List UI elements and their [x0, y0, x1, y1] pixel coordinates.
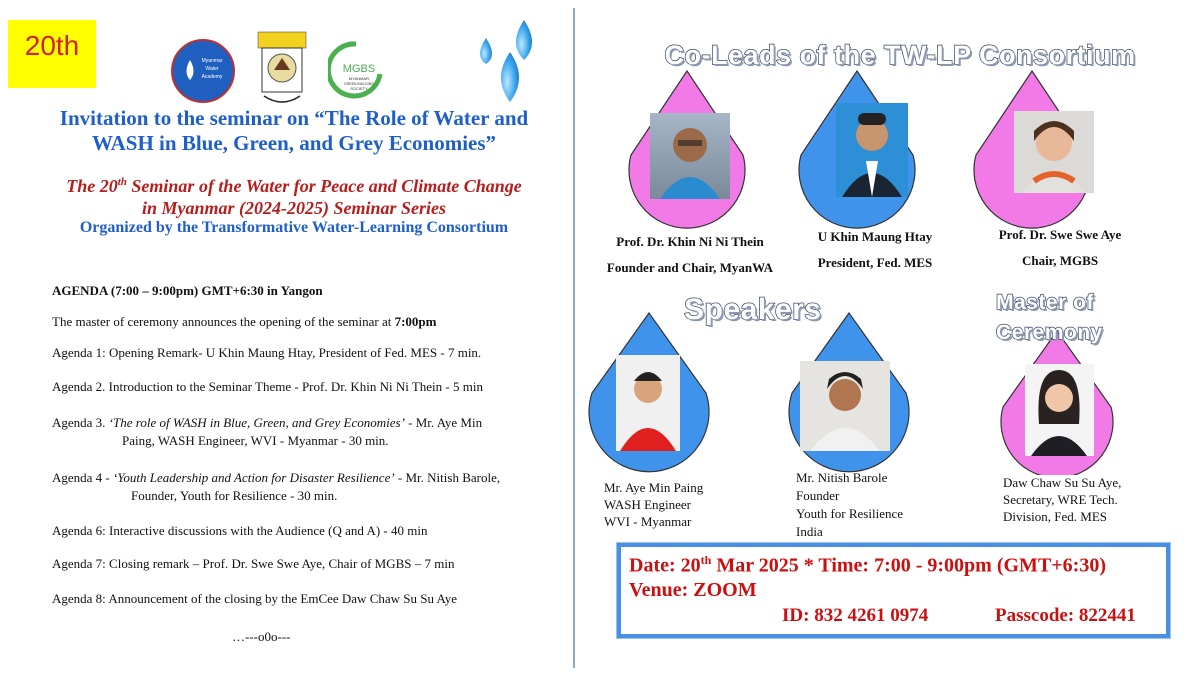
mc-name: Daw Chaw Su Su Aye,	[1003, 475, 1122, 490]
agenda-3-title: ‘The role of WASH in Blue, Green, and Grey Economies’	[108, 415, 405, 430]
speaker-1-org: WVI - Myanmar	[604, 514, 692, 529]
agenda-item-2: Agenda 2. Introduction to the Seminar Theme - Prof. Dr. Khin Ni Ni Thein - 5 min	[52, 379, 483, 394]
photo-chaw-su-su-aye	[1025, 364, 1094, 456]
mc-heading	[996, 288, 1103, 348]
mc-caption	[1003, 474, 1121, 525]
invitation-title	[20, 106, 568, 156]
mgbs-logo-sub1: MYANMAR	[348, 76, 370, 81]
agenda-item-3	[52, 415, 482, 431]
agenda-4-title: ‘Youth Leadership and Action for Disaster Resilience’	[113, 470, 395, 485]
speaker-caption-1	[604, 479, 703, 530]
event-date-prefix: Date: 20	[629, 554, 701, 577]
agenda-item-8: Agenda 8: Announcement of the closing by the EmCee Daw Chaw Su Su Aye	[52, 591, 457, 606]
mc-heading-line2: Ceremony	[996, 321, 1103, 344]
colead-caption-2	[790, 224, 960, 276]
mc-role: Secretary, WRE Tech.	[1003, 492, 1118, 507]
agenda-item-3-cont: Paing, WASH Engineer, WVI - Myanmar - 30 min.	[122, 433, 389, 448]
speaker-2-org: Youth for Resilience	[796, 506, 904, 521]
agenda-end-mark: …---o0o---	[232, 629, 291, 644]
organized-by: Organized by the Transformative Water-Learning Consortium	[79, 219, 509, 236]
agenda-opening-time: 7:00pm	[394, 314, 437, 329]
subtitle-sup: th	[117, 176, 127, 188]
speaker-1-name: Mr. Aye Min Paing	[604, 480, 704, 495]
agenda-4-prefix: Agenda 4 -	[52, 470, 114, 485]
speakers-heading: Speakers	[684, 293, 822, 326]
speaker-2-name: Mr. Nitish Barole	[796, 470, 888, 485]
seminar-subtitle-line1	[20, 171, 568, 197]
agenda-opening	[52, 314, 436, 330]
mgbs-logo-sub3: SOCIETY	[350, 86, 368, 91]
logo-text-3: Academy	[201, 74, 223, 80]
agenda-item-1: Agenda 1: Opening Remark- U Khin Maung Htay, President of Fed. MES - 7 min.	[52, 345, 482, 360]
colead-3-name: Prof. Dr. Swe Swe Aye	[998, 227, 1122, 242]
seminar-number-badge	[8, 20, 96, 88]
mc-heading-line1: Master of	[996, 291, 1094, 314]
fed-mes-seal-logo	[254, 30, 310, 110]
speaker-2-country: India	[796, 524, 823, 539]
agenda-item-4	[52, 470, 500, 486]
event-venue: Venue: ZOOM	[629, 579, 757, 601]
subtitle-part-a: The 20	[66, 176, 118, 196]
coleads-heading: Co-Leads of the TW-LP Consortium	[664, 40, 1136, 70]
agenda-3-speaker: - Mr. Aye Min	[404, 415, 483, 430]
invitation-title-line1: Invitation to the seminar on “The Role of Water and	[59, 106, 529, 130]
colead-caption-3	[975, 222, 1145, 274]
event-date-sup: th	[700, 553, 712, 567]
myanmar-water-academy-logo	[170, 38, 236, 104]
photo-swe-swe-aye	[1014, 111, 1094, 193]
logo-text-2: Water	[205, 66, 219, 72]
agenda-item-4-cont: Founder, Youth for Resilience - 30 min.	[131, 488, 338, 503]
agenda-4-speaker: - Mr. Nitish Barole,	[394, 470, 501, 485]
water-droplets-icon	[470, 18, 550, 108]
colead-1-role: Founder and Chair, MyanWA	[606, 260, 774, 275]
colead-2-name: U Khin Maung Htay	[817, 229, 933, 244]
agenda-heading: AGENDA (7:00 – 9:00pm) GMT+6:30 in Yangon	[52, 283, 323, 298]
mc-org: Division, Fed. MES	[1003, 509, 1108, 524]
agenda-item-6: Agenda 6: Interactive discussions with the Audience (Q and A) - 40 min	[52, 523, 428, 538]
invitation-title-line2: WASH in Blue, Green, and Grey Economies”	[91, 131, 497, 155]
event-date-rest: Mar 2025 * Time: 7:00 - 9:00pm (GMT+6:30)	[711, 554, 1106, 577]
colead-1-name: Prof. Dr. Khin Ni Ni Thein	[616, 234, 764, 249]
speaker-1-role: WASH Engineer	[604, 497, 692, 512]
agenda-opening-text: The master of ceremony announces the opening of the seminar at	[52, 314, 395, 329]
speaker-caption-2	[796, 469, 903, 541]
mgbs-logo-sub2: GREEN BUILDING	[344, 82, 374, 86]
logo-text-1: Myanmar	[201, 58, 223, 64]
photo-khin-maung-htay	[836, 103, 908, 197]
badge-text: 20th	[24, 30, 80, 61]
photo-aye-min-paing	[616, 355, 680, 451]
subtitle-part-b: Seminar of the Water for Peace and Climate Change	[126, 176, 522, 196]
event-date-time	[629, 553, 1106, 578]
mgbs-logo	[328, 40, 384, 100]
seminar-subtitle	[20, 171, 568, 219]
colead-3-role: Chair, MGBS	[1021, 253, 1099, 268]
colead-caption-1	[585, 229, 795, 281]
agenda-item-7: Agenda 7: Closing remark – Prof. Dr. Swe Swe Aye, Chair of MGBS – 7 min	[52, 556, 455, 571]
photo-nitish-barole	[800, 361, 890, 451]
agenda-3-prefix: Agenda 3.	[52, 415, 109, 430]
colead-2-role: President, Fed. MES	[817, 255, 933, 270]
photo-khin-ni-ni-thein	[650, 113, 730, 199]
seminar-subtitle-line2: in Myanmar (2024-2025) Seminar Series	[141, 198, 447, 218]
mgbs-logo-text: MGBS	[342, 63, 376, 75]
zoom-passcode: Passcode: 822441	[995, 605, 1136, 626]
zoom-meeting-id: ID: 832 4261 0974	[782, 605, 929, 626]
speaker-2-role: Founder	[796, 488, 840, 503]
